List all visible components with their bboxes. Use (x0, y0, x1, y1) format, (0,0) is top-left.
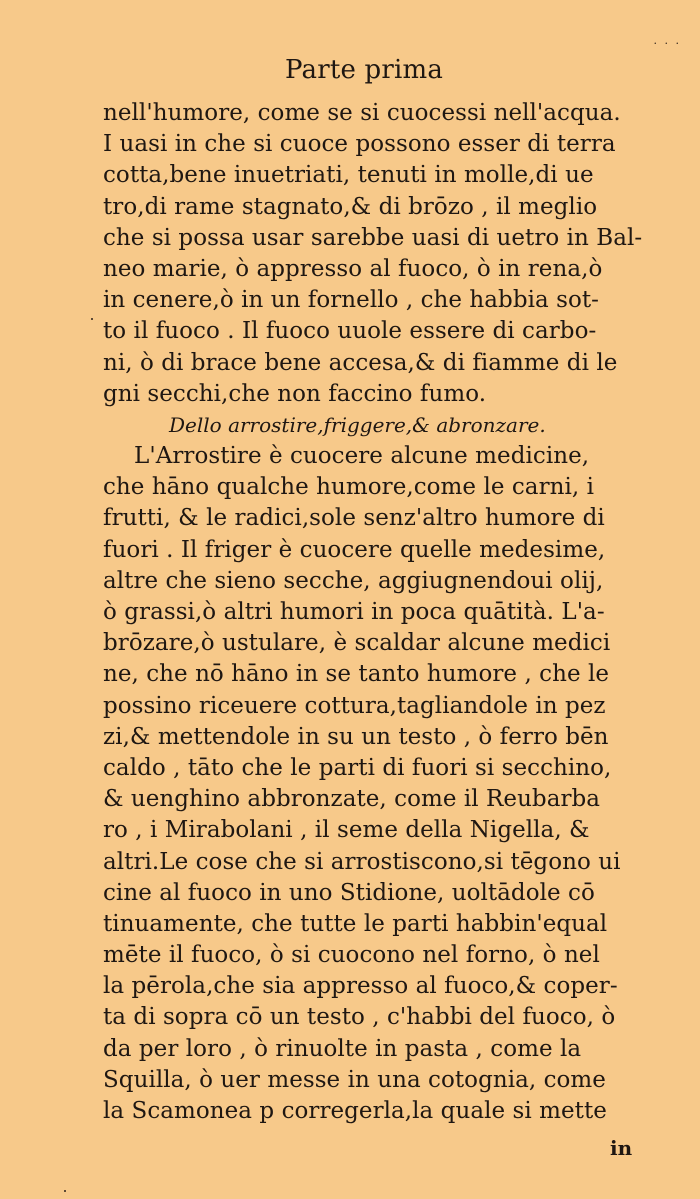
text-line: to il fuoco . Il fuoco uuole essere di carbo- (103, 318, 597, 345)
section-line: la Scamonea p corregerla,la quale si mette (103, 1098, 607, 1124)
section-line: fuori . Il friger è cuocere quelle medesime, (103, 536, 606, 563)
section-line: tinuamente, che tutte le parti habbin'equal (103, 910, 608, 937)
page-edge-marks: . . . (653, 34, 681, 47)
section-line: la pērola,che sia appresso al fuoco,& coper- (103, 973, 618, 1000)
text-line: nell'humore, come se si cuocessi nell'acqua. (103, 100, 621, 126)
ink-mark (64, 1190, 66, 1192)
section-line: ò grassi,ò altri humori in poca quātità. L'a- (103, 599, 605, 625)
section-line: zi,& mettendole in su un testo , ò ferro bēn (103, 723, 609, 750)
text-line: ni, ò di brace bene accesa,& di fiamme di le (103, 349, 618, 376)
section-line: che hāno qualche humore,come le carni, i (103, 474, 595, 501)
text-line: neo marie, ò appresso al fuoco, ò in rena,ò (103, 255, 603, 282)
catchword: in (610, 1136, 633, 1160)
section-line: ne, che nō hāno in se tanto humore , che le (103, 661, 610, 688)
running-title: Parte prima (285, 55, 444, 85)
section-line: caldo , tāto che le parti di fuori si secchino, (103, 754, 612, 781)
section-line: & uenghino abbronzate, come il Reubarba (103, 786, 601, 813)
text-line: cotta,bene inuetriati, tenuti in molle,di ue (103, 162, 594, 189)
section-line: cine al fuoco in uno Stidione, uoltādole cō (103, 879, 595, 906)
section-line: da per loro , ò rinuolte in pasta , come la (103, 1035, 582, 1062)
text-line: I uasi in che si cuoce possono esser di terra (103, 131, 616, 158)
text-line: che si possa usar sarebbe uasi di uetro in Bal- (103, 224, 643, 251)
section-line: ta di sopra cō un testo , c'habbi del fuoco, ò (103, 1004, 616, 1031)
section-line: brōzare,ò ustulare, è scaldar alcune medici (103, 630, 611, 657)
section-heading: Dello arrostire,friggere,& abronzare. (169, 412, 546, 437)
section-line: L'Arrostire è cuocere alcune medicine, (134, 443, 590, 470)
section-line: mēte il fuoco, ò si cuocono nel forno, ò nel (103, 942, 600, 969)
section-line: ro , i Mirabolani , il seme della Nigella, & (103, 817, 590, 844)
text-line: gni secchi,che non faccino fumo. (103, 380, 487, 407)
section-line: possino riceuere cottura,tagliandole in pez (103, 692, 606, 719)
section-line: Squilla, ò uer messe in una cotognia, come (103, 1066, 606, 1093)
section-line: frutti, & le radici,sole senz'altro humore di (103, 505, 605, 532)
section-line: altri.Le cose che si arrostiscono,si tēgono ui (103, 848, 621, 875)
section-line: altre che sieno secche, aggiugnendoui olij, (103, 567, 604, 594)
text-line: tro,di rame stagnato,& di brōzo , il meglio (103, 193, 598, 220)
text-line: in cenere,ò in un fornello , che habbia sot- (103, 287, 599, 314)
ink-mark (91, 318, 93, 320)
body-text (103, 98, 643, 1127)
